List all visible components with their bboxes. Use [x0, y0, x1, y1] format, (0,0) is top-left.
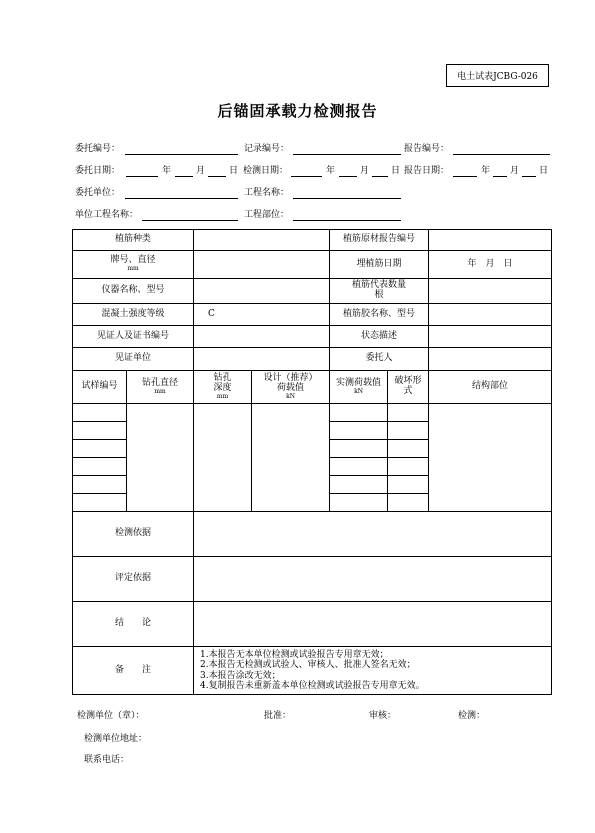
col-actual-text: 实测荷载值 — [336, 377, 382, 388]
commission-year-field[interactable] — [126, 176, 158, 177]
instrument-label: 仪器名称、型号 — [73, 279, 194, 304]
col-design-text-1: 设计（推荐） — [263, 372, 318, 383]
report-month-field[interactable] — [493, 176, 507, 177]
col-design-unit: kN — [286, 392, 295, 400]
client-label: 委托人 — [330, 348, 429, 371]
witness-value[interactable] — [194, 326, 330, 348]
witness-label: 见证人及证书编号 — [73, 326, 194, 348]
client-unit-label: 委托单位： — [75, 188, 121, 198]
report-no-label: 报告编号： — [404, 144, 450, 154]
concrete-grade-value[interactable]: C — [194, 304, 330, 326]
test-year-field[interactable] — [291, 176, 322, 177]
col-structure-location: 结构部位 — [429, 371, 552, 404]
col-sample-no: 试样编号 — [73, 371, 127, 404]
test-day-field[interactable] — [372, 176, 388, 177]
design-load-cell[interactable] — [252, 404, 330, 512]
col-failure-text-2: 式 — [403, 386, 413, 396]
col-actual-load — [330, 371, 388, 404]
note-line: 3.本报告涂改无效； — [200, 670, 281, 681]
rebar-report-no-label: 植筋原材报告编号 — [330, 230, 429, 251]
sample-no-cell[interactable] — [73, 422, 127, 440]
day-label: 日 — [229, 166, 239, 176]
report-no-field[interactable] — [453, 154, 550, 155]
structure-location-cell[interactable] — [429, 404, 552, 512]
failure-mode-cell[interactable] — [388, 404, 429, 422]
col-depth-text-2: 深度 — [213, 382, 232, 393]
test-unit-label: 检测单位（章）： — [77, 711, 145, 721]
col-depth-unit: mm — [216, 392, 229, 400]
client-unit-field[interactable] — [125, 198, 238, 199]
project-name-field[interactable] — [293, 198, 401, 199]
sample-no-cell[interactable] — [73, 458, 127, 476]
actual-load-cell[interactable] — [330, 404, 388, 422]
col-hole-dia-unit: mm — [154, 387, 166, 395]
failure-mode-cell[interactable] — [388, 458, 429, 476]
failure-mode-cell[interactable] — [388, 476, 429, 494]
actual-load-cell[interactable] — [330, 494, 388, 512]
status-label: 状态描述 — [330, 326, 429, 348]
day-label: 日 — [539, 166, 549, 176]
review-label: 审核： — [369, 711, 397, 721]
report-table — [72, 229, 552, 695]
embed-date-label: 埋植筋日期 — [330, 251, 429, 279]
commission-day-field[interactable] — [208, 176, 226, 177]
project-name-label: 工程名称： — [244, 188, 290, 198]
unit-project-name-field[interactable] — [142, 220, 238, 221]
unit-project-name-label: 单位工程名称： — [75, 210, 139, 220]
basis-label: 检测依据 — [73, 512, 194, 557]
glue-value[interactable] — [429, 304, 552, 326]
conclusion-value[interactable] — [194, 602, 552, 647]
record-no-field[interactable] — [293, 154, 401, 155]
report-date-label: 报告日期： — [404, 166, 450, 176]
month-label: 月 — [510, 166, 520, 176]
note-line: 4.复制报告未重新盖本单位检测或试验报告专用章无效。 — [200, 680, 425, 691]
concrete-grade-label: 混凝土强度等级 — [73, 304, 194, 326]
project-part-field[interactable] — [293, 220, 401, 221]
hole-depth-cell[interactable] — [194, 404, 252, 512]
hole-dia-cell[interactable] — [127, 404, 194, 512]
form-code: 电土试表JCBG-026 — [446, 64, 549, 87]
rebar-type-label: 植筋种类 — [73, 230, 194, 251]
failure-mode-cell[interactable] — [388, 494, 429, 512]
grade-dia-unit: mm — [127, 265, 139, 273]
year-label: 年 — [162, 166, 172, 176]
col-hole-dia — [127, 371, 194, 404]
actual-load-cell[interactable] — [330, 440, 388, 458]
col-design-text-2: 荷载值 — [277, 382, 305, 393]
glue-label: 植筋胶名称、型号 — [330, 304, 429, 326]
approve-label: 批准： — [264, 711, 292, 721]
rebar-count-label — [330, 279, 429, 304]
month-label: 月 — [196, 166, 206, 176]
rebar-report-no-value[interactable] — [429, 230, 552, 251]
col-depth-text-1: 钻孔 — [213, 372, 232, 383]
record-no-label: 记录编号： — [244, 144, 290, 154]
grade-dia-label — [73, 251, 194, 279]
commission-no-field[interactable] — [125, 154, 238, 155]
actual-load-cell[interactable] — [330, 476, 388, 494]
embed-date-value[interactable]: 年 月 日 — [429, 251, 552, 279]
address-label: 检测单位地址： — [84, 734, 148, 744]
tester-label: 检测： — [458, 711, 486, 721]
actual-load-cell[interactable] — [330, 458, 388, 476]
project-part-label: 工程部位： — [244, 210, 290, 220]
remarks-notes — [194, 647, 552, 695]
page-title: 后锚固承载力检测报告 — [217, 102, 378, 120]
note-line: 2.本报告无检测或试验人、审核人、批准人签名无效； — [200, 660, 416, 671]
commission-no-label: 委托编号： — [75, 144, 121, 154]
remarks-label: 备 注 — [73, 647, 194, 695]
col-actual-unit: kN — [354, 387, 363, 395]
grade-dia-text: 牌号、直径 — [110, 255, 156, 266]
col-failure-mode — [388, 371, 429, 404]
commission-month-field[interactable] — [175, 176, 193, 177]
col-hole-depth — [194, 371, 252, 404]
rebar-type-value[interactable] — [194, 230, 330, 251]
note-line: 1.本报告无本单位检测或试验报告专用章无效； — [200, 649, 389, 660]
phone-label: 联系电话： — [84, 755, 130, 765]
year-label: 年 — [481, 166, 491, 176]
instrument-value[interactable] — [194, 279, 330, 304]
col-failure-text-1: 破坏形 — [394, 376, 422, 387]
sample-no-cell[interactable] — [73, 404, 127, 422]
year-label: 年 — [326, 166, 336, 176]
month-label: 月 — [360, 166, 370, 176]
rebar-count-unit: 根 — [374, 290, 384, 300]
col-design-load — [252, 371, 330, 404]
failure-mode-cell[interactable] — [388, 440, 429, 458]
status-value[interactable] — [429, 326, 552, 348]
report-year-field[interactable] — [453, 176, 477, 177]
rebar-count-value[interactable] — [429, 279, 552, 304]
evaluation-value[interactable] — [194, 557, 552, 602]
report-day-field[interactable] — [522, 176, 536, 177]
col-hole-dia-text: 钻孔直径 — [142, 377, 179, 388]
day-label: 日 — [391, 166, 401, 176]
witness-unit-value[interactable] — [194, 348, 330, 371]
sample-no-cell[interactable] — [73, 476, 127, 494]
client-value[interactable] — [429, 348, 552, 371]
rebar-count-text: 植筋代表数量 — [352, 280, 407, 291]
failure-mode-cell[interactable] — [388, 422, 429, 440]
sample-no-cell[interactable] — [73, 494, 127, 512]
grade-dia-value[interactable] — [194, 251, 330, 279]
sample-no-cell[interactable] — [73, 440, 127, 458]
evaluation-label: 评定依据 — [73, 557, 194, 602]
witness-unit-label: 见证单位 — [73, 348, 194, 371]
commission-date-label: 委托日期： — [75, 166, 121, 176]
test-date-label: 检测日期： — [243, 166, 289, 176]
basis-value[interactable] — [194, 512, 552, 557]
actual-load-cell[interactable] — [330, 422, 388, 440]
conclusion-label: 结 论 — [73, 602, 194, 647]
test-month-field[interactable] — [339, 176, 357, 177]
